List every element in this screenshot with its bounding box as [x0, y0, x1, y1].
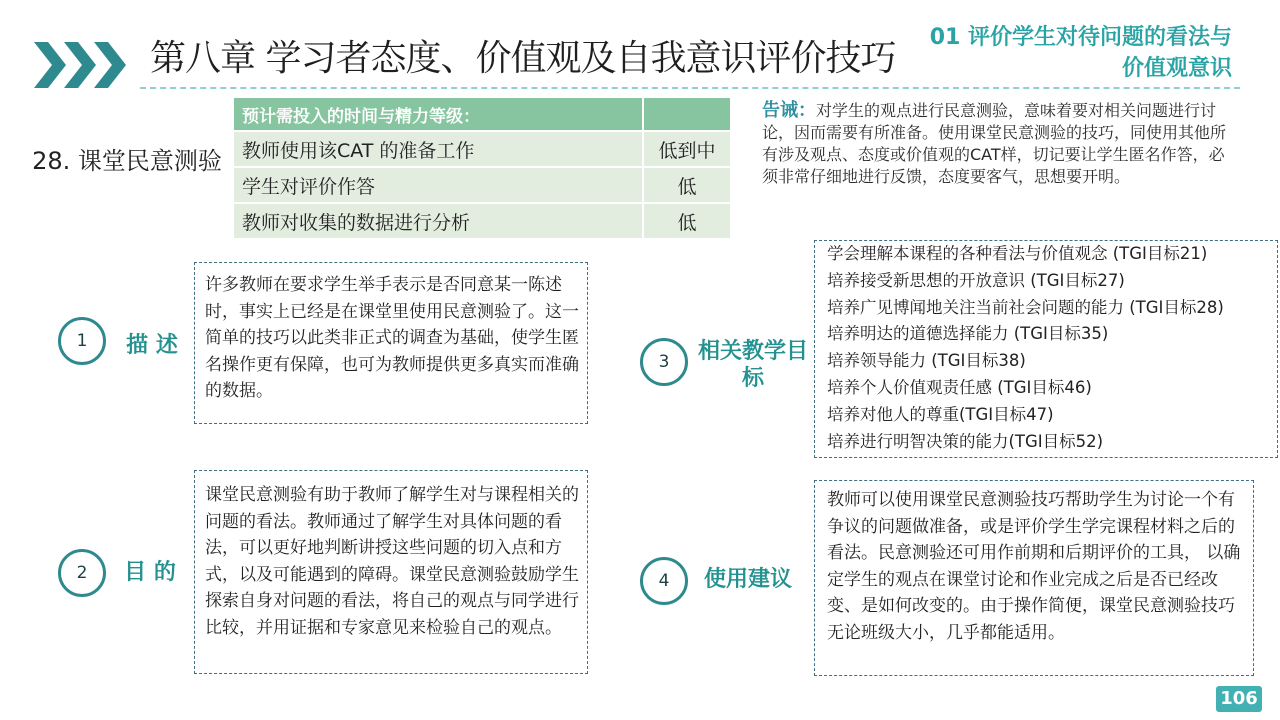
warning-text: 对学生的观点进行民意测验，意味着要对相关问题进行讨论，因而需要有所准备。使用课堂民意测验的技巧，同使用其他所有涉及观点、态度或价值观的CAT样，切记要让学生匿名作答，必须非常仔细地进行反馈，态度要客气，思想要开明。: [762, 101, 1227, 186]
section-4-number: 4: [640, 557, 688, 605]
goal-item: 培养广见博闻地关注当前社会问题的能力 (TGI目标28): [827, 297, 1224, 317]
effort-table: [232, 96, 732, 240]
table-level: 低到中: [643, 131, 731, 167]
warning-label: 告诫：: [762, 100, 816, 121]
usage-box: [814, 480, 1254, 676]
table-item: 教师对收集的数据进行分析: [233, 203, 643, 239]
table-header-empty: [643, 97, 731, 131]
goal-item: 培养个人价值观责任感 (TGI目标46): [827, 377, 1092, 397]
section-3-number: 3: [640, 338, 688, 386]
teaching-goals-box: [814, 240, 1278, 458]
goal-item: 培养对他人的尊重(TGI目标47): [827, 404, 1054, 424]
warning-note: [762, 100, 1240, 188]
page-title: 第八章 学习者态度、价值观及自我意识评价技巧: [150, 38, 896, 79]
table-row: [233, 203, 731, 239]
goal-item: 培养接受新思想的开放意识 (TGI目标27): [827, 270, 1125, 290]
section-3-label: 相关教学目标: [698, 339, 809, 391]
section-1-label: 描 述: [126, 333, 178, 358]
table-header-row: [233, 97, 731, 131]
section-label: 01 评价学生对待问题的看法与价值观意识: [929, 25, 1232, 81]
table-item: 学生对评价作答: [233, 167, 643, 203]
section-2-label: 目 的: [124, 560, 176, 585]
table-level: 低: [643, 203, 731, 239]
description-text: 许多教师在要求学生举手表示是否同意某一陈述时，事实上已经是在课堂里使用民意测验了。这一简单的技巧以此类非正式的调查为基础，使学生匿名操作更有保障，也可为教师提供更多真实而准确的数据。: [205, 275, 579, 401]
table-row: [233, 131, 731, 167]
goal-item: 学会理解本课程的各种看法与价值观念 (TGI目标21): [827, 244, 1208, 263]
description-box: [194, 262, 588, 424]
goal-item: 培养领导能力 (TGI目标38): [827, 351, 1026, 371]
goal-item: 培养明达的道德选择能力 (TGI目标35): [827, 324, 1109, 344]
purpose-box: [194, 470, 588, 674]
goal-item: 培养进行明智决策的能力(TGI目标52): [827, 431, 1104, 451]
table-item: 教师使用该CAT 的准备工作: [233, 131, 643, 167]
section-2-number: 2: [58, 549, 106, 597]
table-header-cell: 预计需投入的时间与精力等级：: [233, 97, 643, 131]
usage-text: 教师可以使用课堂民意测验技巧帮助学生为讨论一个有争议的问题做准备，或是评价学生学完课程材料之后的看法。民意测验还可用作前期和后期评价的工具， 以确定学生的观点在课堂讨论和作业完成之后是否已经改变、是如何改变的。由于操作简便，课堂民意测验技巧无论班级大小，几乎都能适用。: [827, 490, 1241, 643]
section-4-label: 使用建议: [703, 567, 792, 592]
section-1-number: 1: [58, 317, 106, 365]
table-row: [233, 167, 731, 203]
topic-heading: 28. 课堂民意测验: [32, 147, 222, 175]
purpose-text: 课堂民意测验有助于教师了解学生对与课程相关的问题的看法。教师通过了解学生对具体问题的看法，可以更好地判断讲授这些问题的切入点和方式，以及可能遇到的障碍。课堂民意测验鼓励学生探索自身对问题的看法，将自己的观点与同学进行比较，并用证据和专家意见来检验自己的观点。: [205, 485, 579, 638]
table-level: 低: [643, 167, 731, 203]
chevron-arrows-icon: [34, 42, 130, 92]
header-divider: [140, 87, 1240, 89]
page-number: 106: [1216, 686, 1262, 712]
